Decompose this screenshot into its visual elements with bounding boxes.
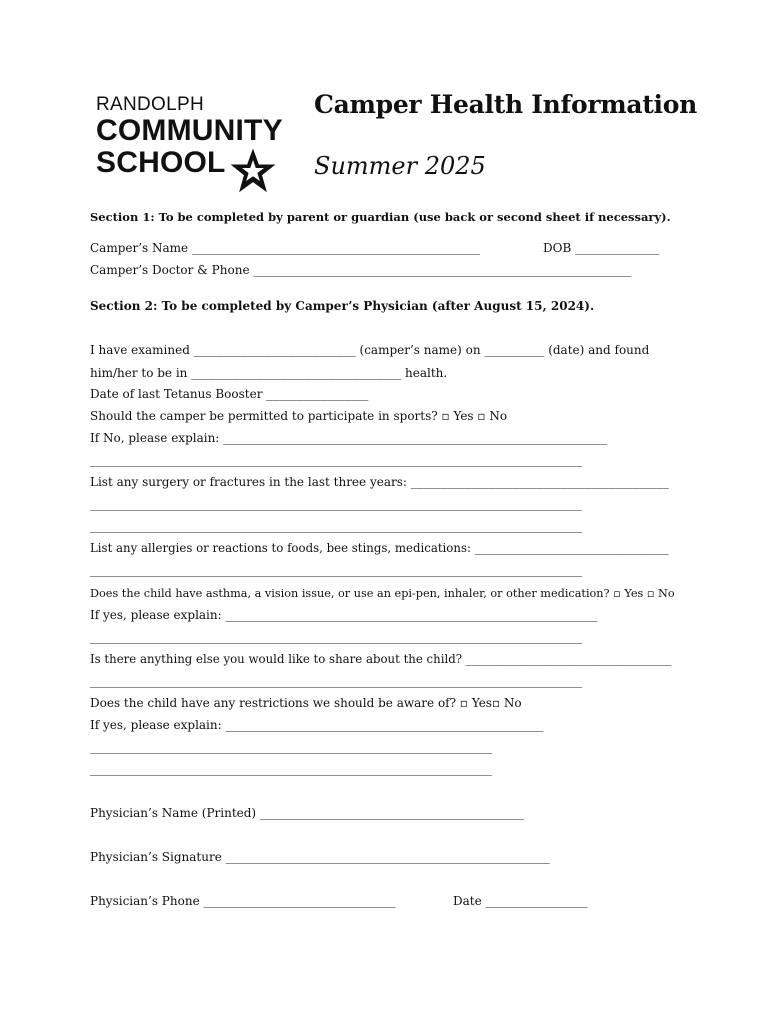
blank-line[interactable]: __________________________________________________________________________________ [90, 630, 582, 644]
physician-name-field[interactable]: Physician’s Name (Printed) ____________________________________________ [90, 806, 524, 820]
page-title: Camper Health Information [314, 90, 697, 119]
allergies-field[interactable]: List any allergies or reactions to foods, bee stings, medications: _________________________________ [90, 541, 669, 555]
surgery-field[interactable]: List any surgery or fractures in the last three years: ___________________________________________ [90, 475, 669, 489]
blank-line[interactable]: __________________________________________________________________________________ [90, 453, 582, 467]
tetanus-field[interactable]: Date of last Tetanus Booster _________________ [90, 387, 369, 401]
sports-explain-field[interactable]: If No, please explain: ________________________________________________________________ [90, 431, 608, 445]
blank-line[interactable]: __________________________________________________________________________________ [90, 563, 582, 577]
blank-line[interactable]: ___________________________________________________________________ [90, 740, 492, 754]
physician-signature-field[interactable]: Physician’s Signature ______________________________________________________ [90, 850, 550, 864]
date-field[interactable]: Date _________________ [453, 894, 588, 908]
campers-name-field[interactable]: Camper’s Name ________________________________________________ [90, 241, 480, 255]
asthma-question[interactable]: Does the child have asthma, a vision issue, or use an epi-pen, inhaler, or other medication? ▫ Yes ▫ No [90, 587, 675, 600]
physician-phone-field[interactable]: Physician’s Phone ________________________________ [90, 894, 396, 908]
sports-question[interactable]: Should the camper be permitted to participate in sports? ▫ Yes ▫ No [90, 409, 508, 423]
star-icon [230, 148, 276, 194]
blank-line[interactable]: __________________________________________________________________________________ [90, 674, 582, 688]
restrictions-question[interactable]: Does the child have any restrictions we should be aware of? ▫ Yes▫ No [90, 696, 522, 710]
asthma-explain-field[interactable]: If yes, please explain: ______________________________________________________________ [90, 608, 598, 622]
blank-line[interactable]: __________________________________________________________________________________ [90, 497, 582, 511]
doctor-phone-field[interactable]: Camper’s Doctor & Phone _______________________________________________________________ [90, 263, 632, 277]
dob-field[interactable]: DOB ______________ [543, 241, 660, 255]
health-field[interactable]: him/her to be in ___________________________________ health. [90, 366, 448, 380]
share-field[interactable]: Is there anything else you would like to share about the child? ___________________________________ [90, 652, 672, 666]
examined-field[interactable]: I have examined ___________________________ (camper’s name) on __________ (date) and found [90, 343, 650, 357]
logo-line-school: SCHOOL [96, 146, 226, 179]
school-logo [96, 94, 306, 200]
blank-line[interactable]: __________________________________________________________________________________ [90, 519, 582, 533]
logo-line-randolph: RANDOLPH [96, 94, 204, 115]
section1-heading: Section 1: To be completed by parent or guardian (use back or second sheet if necessary). [90, 210, 671, 224]
restrictions-explain-field[interactable]: If yes, please explain: _____________________________________________________ [90, 718, 544, 732]
logo-line-community: COMMUNITY [96, 114, 283, 147]
section2-heading: Section 2: To be completed by Camper’s Physician (after August 15, 2024). [90, 299, 595, 313]
page-subtitle: Summer 2025 [314, 152, 486, 180]
blank-line[interactable]: ___________________________________________________________________ [90, 762, 492, 776]
